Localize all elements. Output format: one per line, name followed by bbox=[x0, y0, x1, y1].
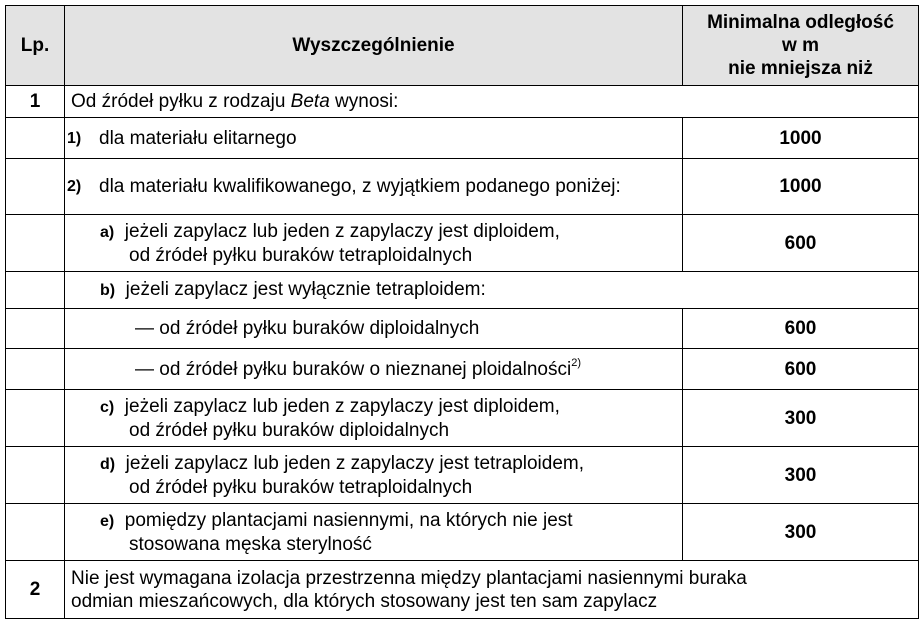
item-letter: a) bbox=[100, 223, 115, 241]
row-2-line2: odmian mieszańcowych, dla których stosowany jest ten sam zapylacz bbox=[71, 590, 658, 612]
row-number: 1 bbox=[6, 86, 65, 118]
item-line2: od źródeł pyłku buraków tetraploidalnych bbox=[129, 476, 473, 498]
distance-value: 1000 bbox=[683, 118, 919, 159]
distance-value: 300 bbox=[683, 390, 919, 447]
row-b1-description bbox=[65, 309, 683, 349]
item-text: dla materiału kwalifikowanego, z wyjątkiem podanego poniżej: bbox=[99, 176, 621, 197]
table-row-1-2 bbox=[6, 159, 919, 215]
table-row-b2 bbox=[6, 349, 919, 390]
row-2-description bbox=[65, 561, 919, 619]
distance-value: 600 bbox=[683, 349, 919, 390]
item-number: 2) bbox=[67, 178, 82, 195]
item-line1: jeżeli zapylacz lub jeden z zapylaczy jest diploidem, bbox=[124, 220, 560, 242]
header-specification: Wyszczególnienie bbox=[65, 6, 683, 86]
item-text: dla materiału elitarnego bbox=[99, 127, 297, 149]
item-line1: jeżeli zapylacz lub jeden z zapylaczy jest diploidem, bbox=[124, 395, 560, 417]
row-d-description bbox=[65, 447, 683, 504]
table-row-2 bbox=[6, 561, 919, 619]
item-letter: e) bbox=[100, 512, 115, 530]
row-1-text-italic: Beta bbox=[290, 91, 330, 112]
footnote-marker: 2) bbox=[571, 356, 581, 369]
table-row-c bbox=[6, 390, 919, 447]
distance-value: 300 bbox=[683, 447, 919, 504]
item-text: jeżeli zapylacz jest wyłącznie tetraploidem: bbox=[125, 279, 486, 300]
item-text: — od źródeł pyłku buraków diploidalnych bbox=[135, 318, 480, 339]
row-e-description bbox=[65, 504, 683, 561]
item-letter: c) bbox=[100, 398, 115, 416]
header-distance-line1: Minimalna odległość bbox=[707, 12, 894, 33]
isolation-distance-table bbox=[5, 5, 919, 619]
distance-value: 1000 bbox=[683, 159, 919, 215]
table-row-b bbox=[6, 272, 919, 309]
distance-value: 600 bbox=[683, 309, 919, 349]
header-distance-line2: w m bbox=[782, 35, 819, 56]
header-lp: Lp. bbox=[6, 6, 65, 86]
item-letter: d) bbox=[100, 455, 116, 473]
distance-value: 300 bbox=[683, 504, 919, 561]
header-distance-line3: nie mniejsza niż bbox=[728, 58, 873, 79]
row-1-1-description bbox=[65, 118, 683, 159]
item-line1: jeżeli zapylacz lub jeden z zapylaczy jest tetraploidem, bbox=[125, 452, 585, 474]
table-row-a bbox=[6, 215, 919, 272]
row-1-text-before: Od źródeł pyłku z rodzaju bbox=[71, 91, 291, 112]
row-b-description bbox=[65, 272, 919, 309]
item-line2: stosowana męska sterylność bbox=[129, 533, 372, 555]
header-minimum-distance bbox=[683, 6, 919, 86]
table-row-1 bbox=[6, 86, 919, 118]
item-line2: od źródeł pyłku buraków tetraploidalnych bbox=[129, 244, 473, 266]
item-line2: od źródeł pyłku buraków diploidalnych bbox=[129, 419, 450, 441]
table-row-e bbox=[6, 504, 919, 561]
row-a-description bbox=[65, 215, 683, 272]
row-c-description bbox=[65, 390, 683, 447]
distance-value: 600 bbox=[683, 215, 919, 272]
row-number: 2 bbox=[6, 561, 65, 619]
row-b2-description bbox=[65, 349, 683, 390]
item-text: — od źródeł pyłku buraków o nieznanej ploidalności bbox=[135, 358, 572, 380]
row-1-2-description bbox=[65, 159, 683, 215]
item-number: 1) bbox=[67, 129, 82, 147]
row-2-line1: Nie jest wymagana izolacja przestrzenna między plantacjami nasiennymi buraka bbox=[71, 567, 747, 589]
row-1-text-after: wynosi: bbox=[329, 91, 399, 112]
row-1-description bbox=[65, 86, 919, 118]
header-row bbox=[6, 6, 919, 86]
table-row-b1 bbox=[6, 309, 919, 349]
table-row-d bbox=[6, 447, 919, 504]
item-letter: b) bbox=[100, 282, 116, 299]
item-line1: pomiędzy plantacjami nasiennymi, na których nie jest bbox=[124, 509, 573, 531]
table-row-1-1 bbox=[6, 118, 919, 159]
